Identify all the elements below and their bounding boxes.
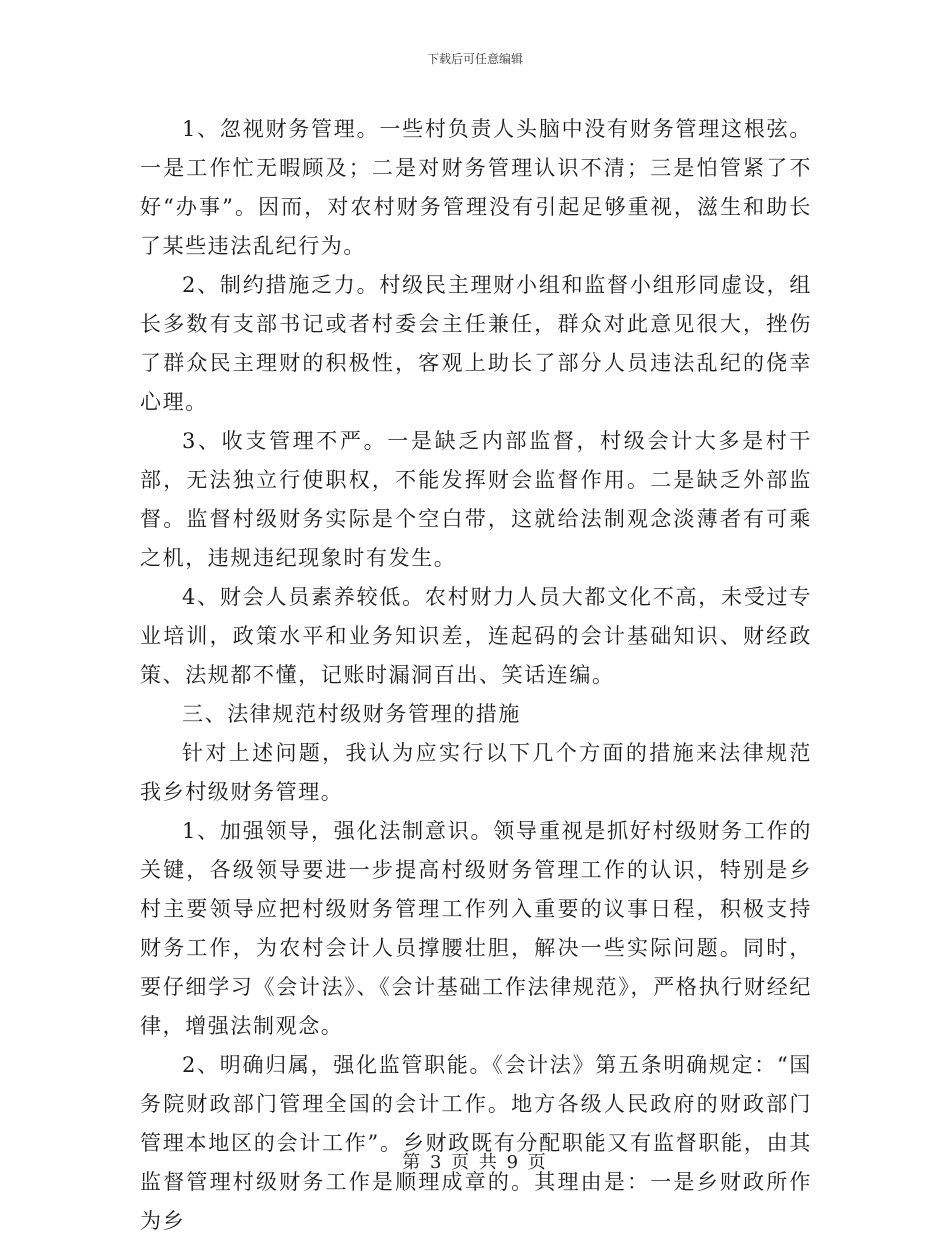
document-body <box>140 110 812 1241</box>
page-header: 下载后可任意编辑 <box>426 52 523 66</box>
page-number: 第 3 页 共 9 页 <box>402 1152 548 1173</box>
paragraph-lax-management: 3、收支管理不严。一是缺乏内部监督，村级会计大多是村干部，无法独立行使职权，不能发挥财会监督作用。二是缺乏外部监督。监督村级财务实际是个空白带，这就给法制观念淡薄者有可乘之机，违规违纪现象时有发生。 <box>140 429 812 570</box>
paragraph-strengthen-leadership: 1、加强领导，强化法制意识。领导重视是抓好村级财务工作的关键，各级领导要进一步提高村级财务管理工作的认识，特别是乡村主要领导应把村级财务管理工作列入重要的议事日程，积极支持财务工作，为农村会计人员撑腰壮胆，解决一些实际问题。同时，要仔细学习《会计法》、《会计基础工作法律规范》，严格执行财经纪律，增强法制观念。 <box>140 819 812 1038</box>
paragraph-low-quality-staff: 4、财会人员素养较低。农村财力人员大都文化不高，未受过专业培训，政策水平和业务知识差，连起码的会计基础知识、财经政策、法规都不懂，记账时漏洞百出、笑话连编。 <box>140 585 812 687</box>
section-heading: 三、法律规范村级财务管理的措施 <box>182 702 521 726</box>
paragraph-ignore-finance: 1、忽视财务管理。一些村负责人头脑中没有财务管理这根弦。一是工作忙无暇顾及；二是对财务管理认识不清；三是怕管紧了不好“办事”。因而，对农村财务管理没有引起足够重视，滋生和助长了某些违法乱纪行为。 <box>140 117 812 258</box>
paragraph-clarify-ownership: 2、明确归属，强化监管职能。《会计法》第五条明确规定：“国务院财政部门管理全国的会计工作。地方各级人民政府的财政部门管理本地区的会计工作”。乡财政既有分配职能又有监督职能，由其监督管理村级财务工作是顺理成章的。其理由是：一是乡财政所作为乡 <box>140 1053 812 1233</box>
paragraph-intro-measures: 针对上述问题，我认为应实行以下几个方面的措施来法律规范我乡村级财务管理。 <box>140 741 812 804</box>
paragraph-weak-constraints: 2、制约措施乏力。村级民主理财小组和监督小组形同虚设，组长多数有支部书记或者村委会主任兼任，群众对此意见很大，挫伤了群众民主理财的积极性，客观上助长了部分人员违法乱纪的侥幸心理。 <box>140 273 812 414</box>
